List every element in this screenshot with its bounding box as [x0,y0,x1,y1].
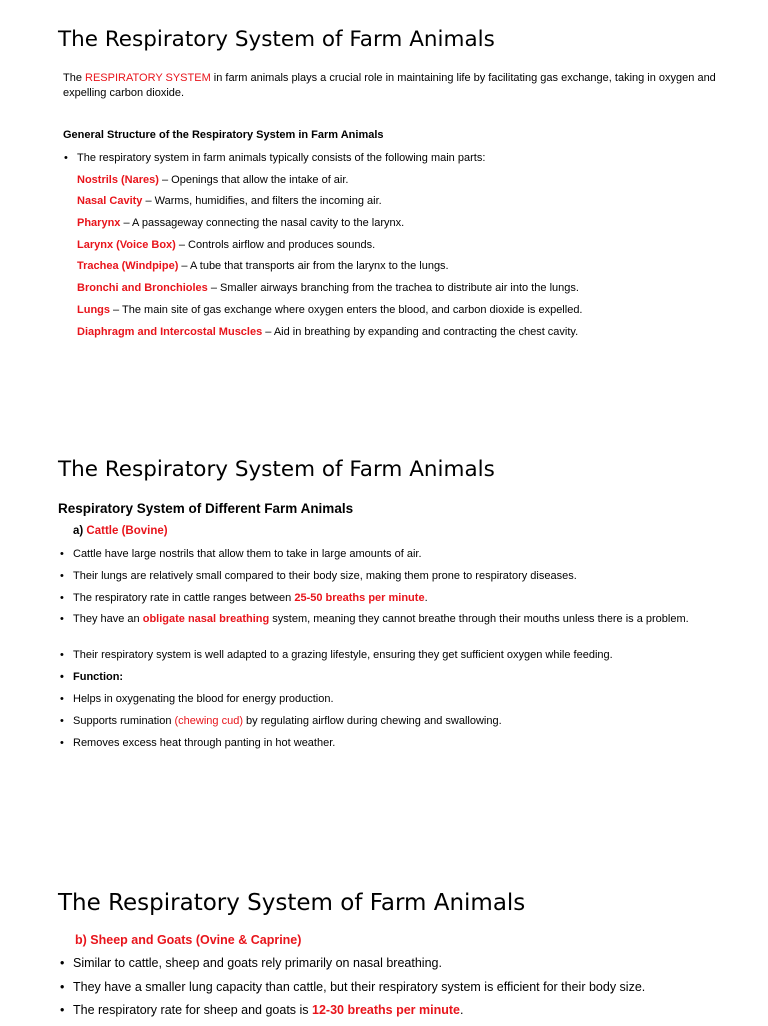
sheep-goats-heading: b) Sheep and Goats (Ovine & Caprine) [75,933,302,947]
slide-title: The Respiratory System of Farm Animals [58,457,495,482]
intro-text-rest: in farm animals plays a crucial role in maintaining life by facilitating gas exchange, taking in oxygen and expelling carbon dioxide. [63,72,716,99]
section-subtitle: General Structure of the Respiratory System in Farm Animals [63,129,384,141]
slide-1 [0,0,768,400]
list-item: • The respiratory rate in cattle ranges between 25-50 breaths per minute. [73,591,713,613]
list-item: • Their lungs are relatively small compared to their body size, making them prone to respiratory diseases. [73,569,713,591]
slide-3 [0,862,768,1024]
list-item: • Cattle have large nostrils that allow them to take in large amounts of air. [73,547,713,569]
list-item: Pharynx – A passageway connecting the nasal cavity to the larynx. [77,217,405,230]
parts-list [77,151,583,346]
list-item: Diaphragm and Intercostal Muscles – Aid in breathing by expanding and contracting the chest cavity. [77,325,579,338]
list-item: • The respiratory system in farm animals typically consists of the following main parts: [77,151,583,173]
list-item: • Supports rumination (chewing cud) by regulating airflow during chewing and swallowing. [73,714,713,736]
list-item: • They have an obligate nasal breathing system, meaning they cannot breathe through their mouths unless there is a problem. [73,612,713,648]
list-item: Bronchi and Bronchioles – Smaller airways branching from the trachea to distribute air into the lungs. [77,282,579,295]
intro-text: The [63,72,86,84]
list-item: Larynx (Voice Box) – Controls airflow and produces sounds. [77,238,376,251]
list-item: • They have a smaller lung capacity than cattle, but their respiratory system is efficient for their body size. [73,979,645,1003]
list-item: • Helps in oxygenating the blood for energy production. [73,692,713,714]
intro-highlight: RESPIRATORY SYSTEM [85,72,211,84]
cattle-heading: a) Cattle (Bovine) [73,525,168,537]
list-item: Lungs – The main site of gas exchange where oxygen enters the blood, and carbon dioxide is expelled. [77,303,583,316]
cattle-list [73,547,713,757]
list-item: Nasal Cavity – Warms, humidifies, and filters the incoming air. [77,195,382,208]
list-item: Nostrils (Nares) – Openings that allow the intake of air. [77,173,349,186]
section-subtitle: Respiratory System of Different Farm Animals [58,501,354,516]
slide-title: The Respiratory System of Farm Animals [58,890,526,916]
function-label: • Function: [73,670,713,692]
list-item: • Removes excess heat through panting in hot weather. [73,736,713,758]
list-item: • The respiratory rate for sheep and goats is 12-30 breaths per minute. [73,1002,645,1026]
list-item: • Their respiratory system is well adapted to a grazing lifestyle, ensuring they get sufficient oxygen while feeding. [73,648,713,670]
list-item: Trachea (Windpipe) – A tube that transports air from the larynx to the lungs. [77,260,449,273]
list-item: • Similar to cattle, sheep and goats rely primarily on nasal breathing. [73,955,645,979]
slide-title: The Respiratory System of Farm Animals [58,27,495,52]
intro-paragraph [63,71,723,100]
slide-2 [0,430,768,830]
sheep-goats-list [73,955,645,1026]
